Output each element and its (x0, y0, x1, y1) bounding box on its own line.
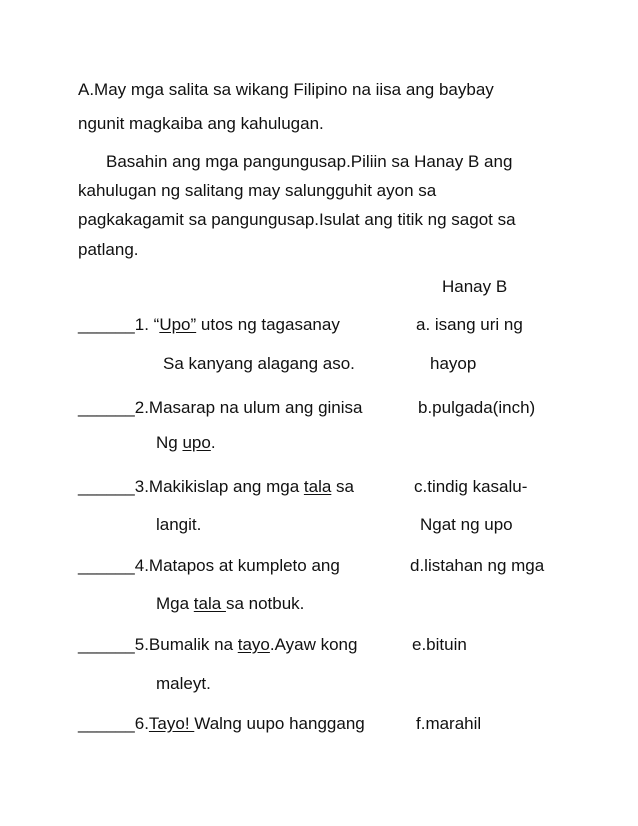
choice-e: e.bituin (412, 635, 467, 654)
underlined-word: Tayo! (148, 714, 195, 733)
question-5 (78, 635, 357, 655)
question-3 (78, 477, 354, 497)
question-text: Makikislap ang mga (148, 477, 304, 496)
question-text: Walng uupo hanggang (194, 714, 365, 733)
item-number: 6. (134, 714, 149, 733)
choice-a: a. isang uri ng (416, 315, 523, 334)
item-number: 4. (134, 556, 149, 575)
answer-blank[interactable]: ______ (78, 556, 135, 575)
question-3-continuation (156, 515, 201, 535)
answer-blank[interactable]: ______ (78, 398, 135, 417)
underlined-word: tala (303, 477, 332, 496)
question-text: Ng (156, 433, 183, 452)
choice-d: d.listahan ng mga (410, 556, 545, 575)
choice-f: f.marahil (416, 714, 482, 733)
underlined-word: Upo” (159, 315, 197, 334)
answer-blank[interactable]: ______ (78, 714, 135, 733)
question-text: Mga (156, 594, 194, 613)
question-4-continuation (156, 594, 304, 614)
item-number: 5. (134, 635, 149, 654)
question-6 (78, 714, 365, 734)
question-1-continuation (163, 354, 355, 374)
choice-a-continuation: hayop (430, 354, 477, 373)
underlined-word: upo (182, 433, 211, 452)
choice-c: c.tindig kasalu- (414, 477, 528, 496)
question-text: sa notbuk. (225, 594, 305, 613)
question-5-continuation (156, 674, 211, 694)
instruction-body-line-4: patlang. (78, 240, 139, 259)
question-text: Bumalik na (148, 635, 238, 654)
instruction-body-line-1: Basahin ang mga pangungusap.Piliin sa Hanay B ang (106, 152, 513, 171)
question-text: Masarap na ulum ang ginisa (148, 398, 363, 417)
question-text: langit. (156, 515, 202, 534)
choice-b: b.pulgada(inch) (418, 398, 536, 417)
question-text: utos ng tagasanay (196, 315, 340, 334)
question-text: Sa kanyang alagang aso. (163, 354, 355, 373)
instruction-heading-line-2: ngunit magkaiba ang kahulugan. (78, 114, 324, 133)
item-number: 1. (134, 315, 149, 334)
question-4 (78, 556, 340, 576)
choice-c-continuation: Ngat ng upo (420, 515, 513, 534)
question-text: sa (331, 477, 354, 496)
instruction-body-line-2: kahulugan ng salitang may salungguhit ayon sa (78, 181, 437, 200)
question-2-continuation (156, 433, 216, 453)
question-2 (78, 398, 363, 418)
answer-blank[interactable]: ______ (78, 635, 135, 654)
instruction-heading-line-1: A.May mga salita sa wikang Filipino na iisa ang baybay (78, 80, 494, 99)
column-header-hanay-b: Hanay B (442, 277, 508, 296)
question-text: maleyt. (156, 674, 211, 693)
answer-blank[interactable]: ______ (78, 315, 135, 334)
question-text: . (210, 433, 216, 452)
underlined-word: tala (193, 594, 226, 613)
instruction-body-line-3: pagkakagamit sa pangungusap.Isulat ang titik ng sagot sa (78, 210, 516, 229)
answer-blank[interactable]: ______ (78, 477, 135, 496)
question-text: .Ayaw kong (269, 635, 358, 654)
question-1 (78, 315, 340, 335)
question-text: “ (148, 315, 160, 334)
underlined-word: tayo (237, 635, 270, 654)
item-number: 2. (134, 398, 149, 417)
item-number: 3. (134, 477, 149, 496)
question-text: Matapos at kumpleto ang (148, 556, 340, 575)
